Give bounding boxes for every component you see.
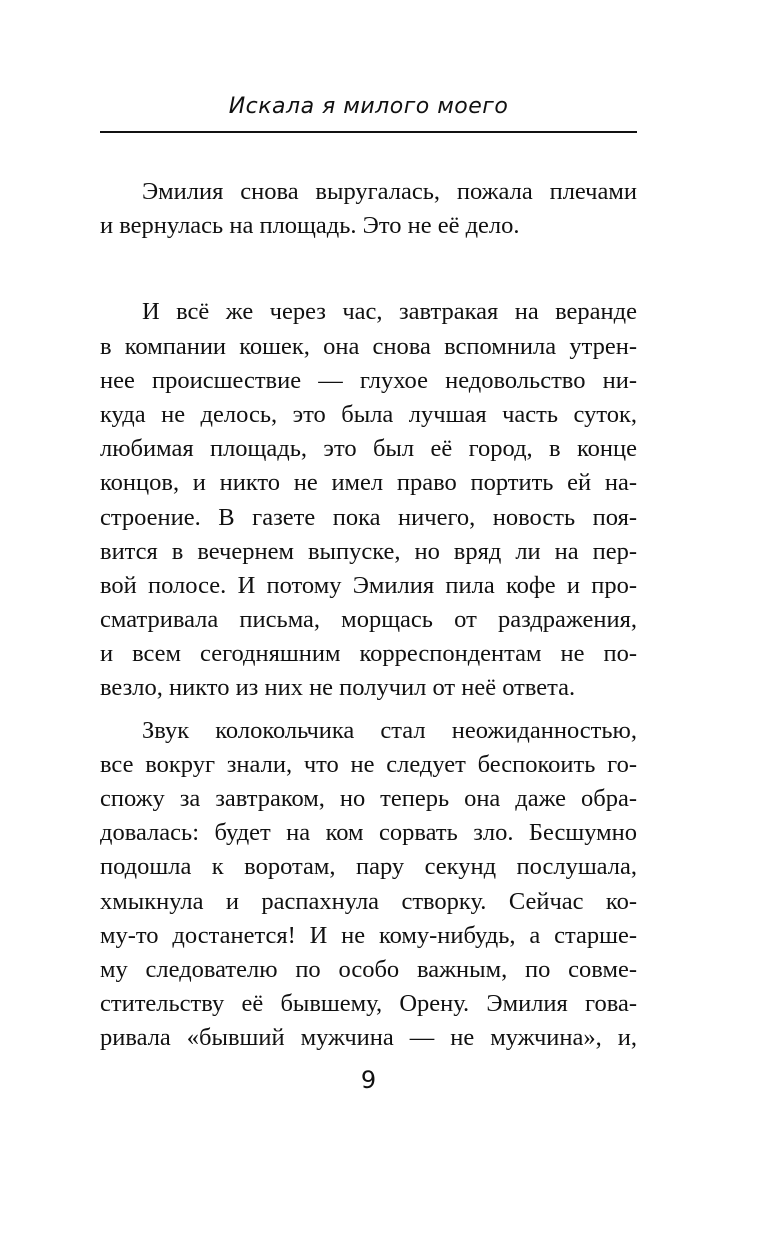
text-line: стительству её бывшему, Орену. Эмилия гова- <box>100 990 637 1018</box>
paragraph-gap <box>100 243 637 295</box>
page-number: 9 <box>360 1066 377 1094</box>
text-line: сматривала письма, морщась от раздражения, <box>100 606 637 634</box>
header-rule <box>100 131 637 133</box>
text-line: вится в вечернем выпуске, но вряд ли на пер- <box>100 537 637 565</box>
text-line: довалась: будет на ком сорвать зло. Бесшумно <box>100 819 637 847</box>
text-line: и всем сегодняшним корреспондентам не по- <box>100 640 637 668</box>
text-line: куда не делось, это была лучшая часть суток, <box>100 400 637 428</box>
text-line: в компании кошек, она снова вспомнила утрен- <box>100 332 637 360</box>
paragraph-3 <box>100 714 637 1056</box>
text-line: нее происшествие — глухое недовольство ни- <box>100 366 637 394</box>
text-line: Эмилия снова выругалась, пожала плечами <box>142 178 637 205</box>
text-line: И всё же через час, завтракая на веранде <box>142 298 637 326</box>
text-line: подошла к воротам, пару секунд послушала, <box>100 853 637 881</box>
text-line: вой полосе. И потому Эмилия пила кофе и про- <box>100 571 637 599</box>
paragraph-2 <box>100 295 637 705</box>
text-line: все вокруг знали, что не следует беспокоить го- <box>100 750 637 778</box>
text-line: любимая площадь, это был её город, в конце <box>100 435 637 463</box>
text-line: спожу за завтраком, но теперь она даже обра- <box>100 785 637 812</box>
text-line: ривала «бывший мужчина — не мужчина», и, <box>100 1024 637 1052</box>
text-line: везло, никто из них не получил от неё ответа. <box>100 674 576 702</box>
paragraph-gap <box>100 706 637 714</box>
text-line: и вернулась на площадь. Это не её дело. <box>100 212 520 240</box>
body-text <box>100 175 637 1056</box>
running-head: Искала я милого моего <box>228 94 509 119</box>
text-line: му следователю по особо важным, по совме- <box>100 955 637 983</box>
text-line: му-то достанется! И не кому-нибудь, а старше- <box>100 921 637 949</box>
text-line: концов, и никто не имел право портить ей на- <box>100 469 637 497</box>
text-line: строение. В газете пока ничего, новость поя- <box>100 503 637 531</box>
paragraph-1 <box>100 175 637 243</box>
text-line: хмыкнула и распахнула створку. Сейчас ко- <box>100 887 637 915</box>
text-line: Звук колокольчика стал неожиданностью, <box>142 716 637 744</box>
